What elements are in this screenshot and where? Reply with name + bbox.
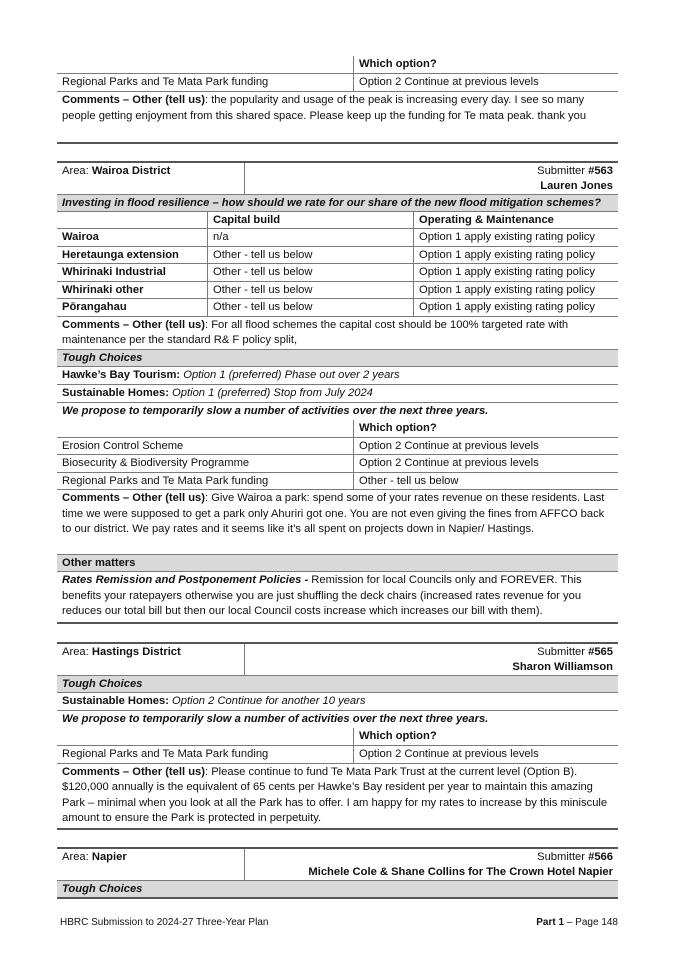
om-value: Option 1 apply existing rating policy	[413, 247, 618, 264]
om-value: Option 1 apply existing rating policy	[413, 229, 618, 246]
activity-option: Option 2 Continue at previous levels	[353, 455, 618, 472]
homes-value: Option 2 Continue for another 10 years	[172, 695, 366, 707]
footer-part: Part 1	[536, 917, 565, 928]
submitter-label: Submitter	[537, 165, 589, 177]
submitter	[244, 849, 618, 881]
capital-build-header: Capital build	[207, 212, 413, 229]
submitter-number: #566	[588, 851, 613, 863]
flood-question-text: Investing in flood resilience – how should we rate for our share of the new flood mitigation schemes?	[62, 197, 601, 209]
tourism-value: Option 1 (preferred) Phase out over 2 years	[183, 368, 400, 381]
slow-heading: We propose to temporarily slow a number of activities over the next three years.	[62, 713, 489, 725]
submitter-label: Submitter	[537, 646, 589, 658]
activity-label: Regional Parks and Te Mata Park funding	[62, 748, 269, 760]
table-row	[57, 264, 618, 282]
submitter	[244, 644, 618, 676]
table-row	[57, 473, 618, 491]
table-row	[57, 438, 618, 456]
flood-comments	[57, 317, 618, 350]
slow-heading-row	[57, 403, 618, 421]
flood-question	[57, 195, 618, 212]
footer-page-number: – Page 148	[564, 917, 618, 928]
section-title: Tough Choices	[62, 678, 143, 690]
submitter-number: #563	[588, 165, 613, 177]
area-value: Napier	[91, 851, 127, 863]
table-row	[57, 247, 618, 265]
which-option-header-row	[57, 420, 618, 438]
comments-label: Comments – Other (tell us)	[62, 318, 205, 331]
om-value: Option 1 apply existing rating policy	[413, 299, 618, 316]
homes-row	[57, 385, 618, 403]
comments-text: : For all flood schemes the capital cost should be 100% targeted rate with maintenance per the standard R& F policy split,	[62, 318, 569, 347]
submitter-header	[57, 161, 618, 195]
slow-heading: We propose to temporarily slow a number of activities over the next three years.	[62, 404, 489, 417]
area	[57, 163, 244, 195]
section-title: Other matters	[62, 557, 136, 569]
activity-label: Regional Parks and Te Mata Park funding	[62, 474, 269, 487]
om-value: Option 1 apply existing rating policy	[413, 282, 618, 299]
capital-value: Other - tell us below	[207, 282, 413, 299]
section-tough-choices	[57, 881, 618, 899]
om-value: Option 1 apply existing rating policy	[413, 264, 618, 281]
area-value: Wairoa District	[91, 165, 171, 177]
which-option-header-row	[57, 728, 618, 746]
area	[57, 849, 244, 881]
table-row	[57, 282, 618, 300]
om-header: Operating & Maintenance	[413, 212, 618, 229]
which-option-header: Which option?	[353, 728, 618, 745]
homes-row	[57, 693, 618, 711]
tourism-row	[57, 367, 618, 385]
rates-remission	[57, 572, 618, 624]
activity-label: Erosion Control Scheme	[62, 439, 184, 452]
footer-left: HBRC Submission to 2024-27 Three-Year Plan	[60, 917, 269, 928]
flood-table-header	[57, 212, 618, 229]
comments-label: Comments – Other (tell us)	[62, 492, 205, 504]
comments-text: : Give Wairoa a park: spend some of your rates revenue on these residents. Last time we were supposed to get a park only Ahuriri got one. You are not even giving the fines from AFFCO back to our district. We pay rates and it seems like it’s all spent on projects down in Napier/ Hastings.	[62, 492, 605, 536]
activity-label: Biosecurity & Biodiversity Programme	[62, 457, 250, 469]
which-option-header: Which option?	[353, 56, 618, 73]
table-row	[57, 229, 618, 247]
which-option-header-row	[57, 56, 618, 74]
tourism	[57, 367, 618, 384]
area-value: Hastings District	[91, 646, 181, 658]
submitter-name: Michele Cole & Shane Collins for The Crown Hotel Napier	[308, 866, 613, 878]
comments	[57, 764, 618, 830]
homes-value: Option 1 (preferred) Stop from July 2024	[172, 386, 373, 399]
submitter-label: Submitter	[537, 851, 589, 863]
capital-value: Other - tell us below	[207, 247, 413, 264]
comments-text: : Please continue to fund Te Mata Park Trust at the current level (Option B). $120,000 annually is the equivalent of 65 cents per Hawke’s Bay resident per year to maintain this amazing Park – minimal when you look at all the Park has to offer. I am happy for my rates to increase by this miniscule amount to ensure the Park is protected in perpetuity.	[62, 765, 608, 825]
submitter-name: Sharon Williamson	[512, 661, 613, 673]
submitter-name: Lauren Jones	[540, 180, 613, 192]
section-tough-choices	[57, 676, 618, 693]
activity-option: Other - tell us below	[353, 473, 618, 490]
scheme-name: Pōrangahau	[62, 301, 127, 313]
table-row	[57, 455, 618, 473]
rates-label: Rates Remission and Postponement Policies -	[62, 574, 312, 586]
tourism-label: Hawke’s Bay Tourism:	[62, 368, 184, 381]
table-row	[57, 299, 618, 317]
scheme-name: Whirinaki other	[62, 283, 144, 296]
capital-value: Other - tell us below	[207, 264, 413, 281]
submitter-header	[57, 847, 618, 881]
activity-option: Option 2 Continue at previous levels	[353, 746, 618, 763]
submitter-header	[57, 642, 618, 676]
comments	[57, 92, 618, 144]
area-label: Area:	[62, 165, 92, 177]
scheme-name: Wairoa	[62, 231, 99, 243]
area-label: Area:	[62, 646, 92, 658]
comments-label: Comments – Other (tell us)	[62, 765, 205, 778]
scheme-name: Whirinaki Industrial	[62, 266, 166, 278]
scheme-name: Heretaunga extension	[62, 248, 179, 261]
footer-page	[536, 917, 618, 928]
slow-heading-row	[57, 711, 618, 729]
homes-label: Sustainable Homes:	[62, 695, 173, 707]
table-row	[57, 746, 618, 764]
activity-option: Option 2 Continue at previous levels	[353, 74, 618, 91]
homes-label: Sustainable Homes:	[62, 386, 173, 399]
rates-text: Remission for local Councils only and FOREVER. This benefits your ratepayers otherwise you are just shuffling the deck chairs (increased rates revenue for you reduces our total bill but then our local Council costs increase which increases our bill with them).	[62, 574, 582, 618]
section-title: Tough Choices	[62, 883, 143, 895]
comments-label: Comments – Other (tell us)	[62, 94, 205, 106]
sustainable-homes	[57, 693, 618, 710]
submitter-number: #565	[588, 646, 613, 658]
section-title: Tough Choices	[62, 351, 143, 364]
sustainable-homes	[57, 385, 618, 402]
submitter	[244, 163, 618, 195]
activity-label: Regional Parks and Te Mata Park funding	[62, 76, 269, 88]
which-option-header: Which option?	[353, 420, 618, 437]
section-tough-choices	[57, 350, 618, 367]
table-row	[57, 73, 618, 92]
activity-option: Option 2 Continue at previous levels	[353, 438, 618, 455]
capital-value: Other - tell us below	[207, 299, 413, 316]
capital-value: n/a	[207, 229, 413, 246]
comments-text: : the popularity and usage of the peak is increasing every day. I see so many people getting enjoyment from this shared space. Please keep up the funding for Te mata peak. thank you	[62, 94, 587, 122]
section-other-matters	[57, 555, 618, 572]
slow-comments	[57, 490, 618, 555]
area	[57, 644, 244, 676]
area-label: Area:	[62, 851, 92, 863]
